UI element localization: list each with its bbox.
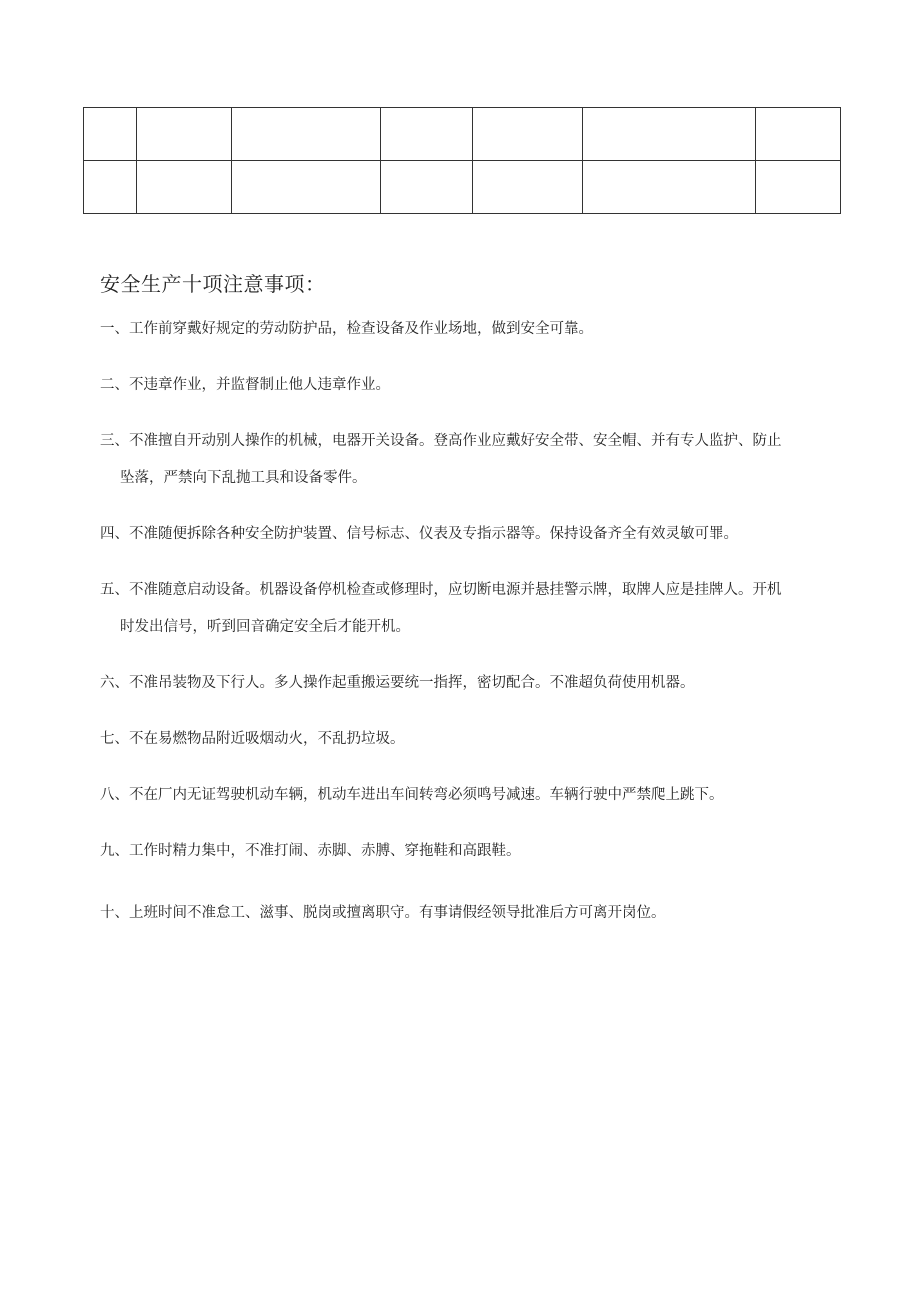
- table-cell: [583, 161, 756, 214]
- rule-text-continued: 时发出信号，听到回音确定安全后才能开机。: [120, 619, 410, 635]
- rule-6: [100, 665, 840, 702]
- table-cell: [84, 161, 137, 214]
- rule-3: [100, 423, 840, 497]
- table-cell: [232, 161, 381, 214]
- rule-text-continued: 坠落，严禁向下乱抛工具和设备零件。: [120, 470, 367, 486]
- table-cell: [84, 108, 137, 161]
- table-cell: [381, 108, 473, 161]
- table-cell: [381, 161, 473, 214]
- rule-10: [100, 895, 840, 932]
- rule-8: [100, 777, 840, 814]
- table-cell: [473, 161, 583, 214]
- table-cell: [137, 108, 232, 161]
- rule-text: 五、不准随意启动设备。机器设备停机检查或修理时，应切断电源并悬挂警示牌，取牌人应是挂牌人。开机: [100, 582, 782, 598]
- rule-4: [100, 516, 840, 553]
- table-cell: [232, 108, 381, 161]
- rule-text: 三、不准擅自开动别人操作的机械，电器开关设备。登高作业应戴好安全带、安全帽、并有专人监护、防止: [100, 433, 782, 449]
- table-cell: [473, 108, 583, 161]
- rule-text: 七、不在易燃物品附近吸烟动火，不乱扔垃圾。: [100, 731, 405, 747]
- safety-notice-title: 安全生产十项注意事项：: [100, 272, 326, 296]
- table-row: [84, 108, 841, 161]
- rule-text: 二、不违章作业，并监督制止他人违章作业。: [100, 377, 390, 393]
- table-cell: [583, 108, 756, 161]
- rule-text: 四、不准随便拆除各种安全防护装置、信号标志、仪表及专指示器等。保持设备齐全有效灵敏可罪。: [100, 526, 738, 542]
- rule-text: 八、不在厂内无证驾驶机动车辆，机动车进出车间转弯必须鸣号减速。车辆行驶中严禁爬上跳下。: [100, 787, 724, 803]
- rule-7: [100, 721, 840, 758]
- rule-text: 六、不准吊装物及下行人。多人操作起重搬运要统一指挥，密切配合。不准超负荷使用机器。: [100, 675, 695, 691]
- blank-form-table: [83, 107, 841, 214]
- table-cell: [137, 161, 232, 214]
- rule-2: [100, 367, 840, 404]
- rule-5: [100, 572, 840, 646]
- rule-text: 十、上班时间不准怠工、滋事、脱岗或擅离职守。有事请假经领导批准后方可离开岗位。: [100, 905, 666, 921]
- rule-9: [100, 833, 840, 870]
- table-row: [84, 161, 841, 214]
- table-cell: [756, 108, 841, 161]
- rule-text: 一、工作前穿戴好规定的劳动防护品，检查设备及作业场地，做到安全可靠。: [100, 321, 593, 337]
- table-cell: [756, 161, 841, 214]
- rule-1: [100, 311, 840, 348]
- rule-text: 九、工作时精力集中，不准打闹、赤脚、赤膊、穿拖鞋和高跟鞋。: [100, 843, 521, 859]
